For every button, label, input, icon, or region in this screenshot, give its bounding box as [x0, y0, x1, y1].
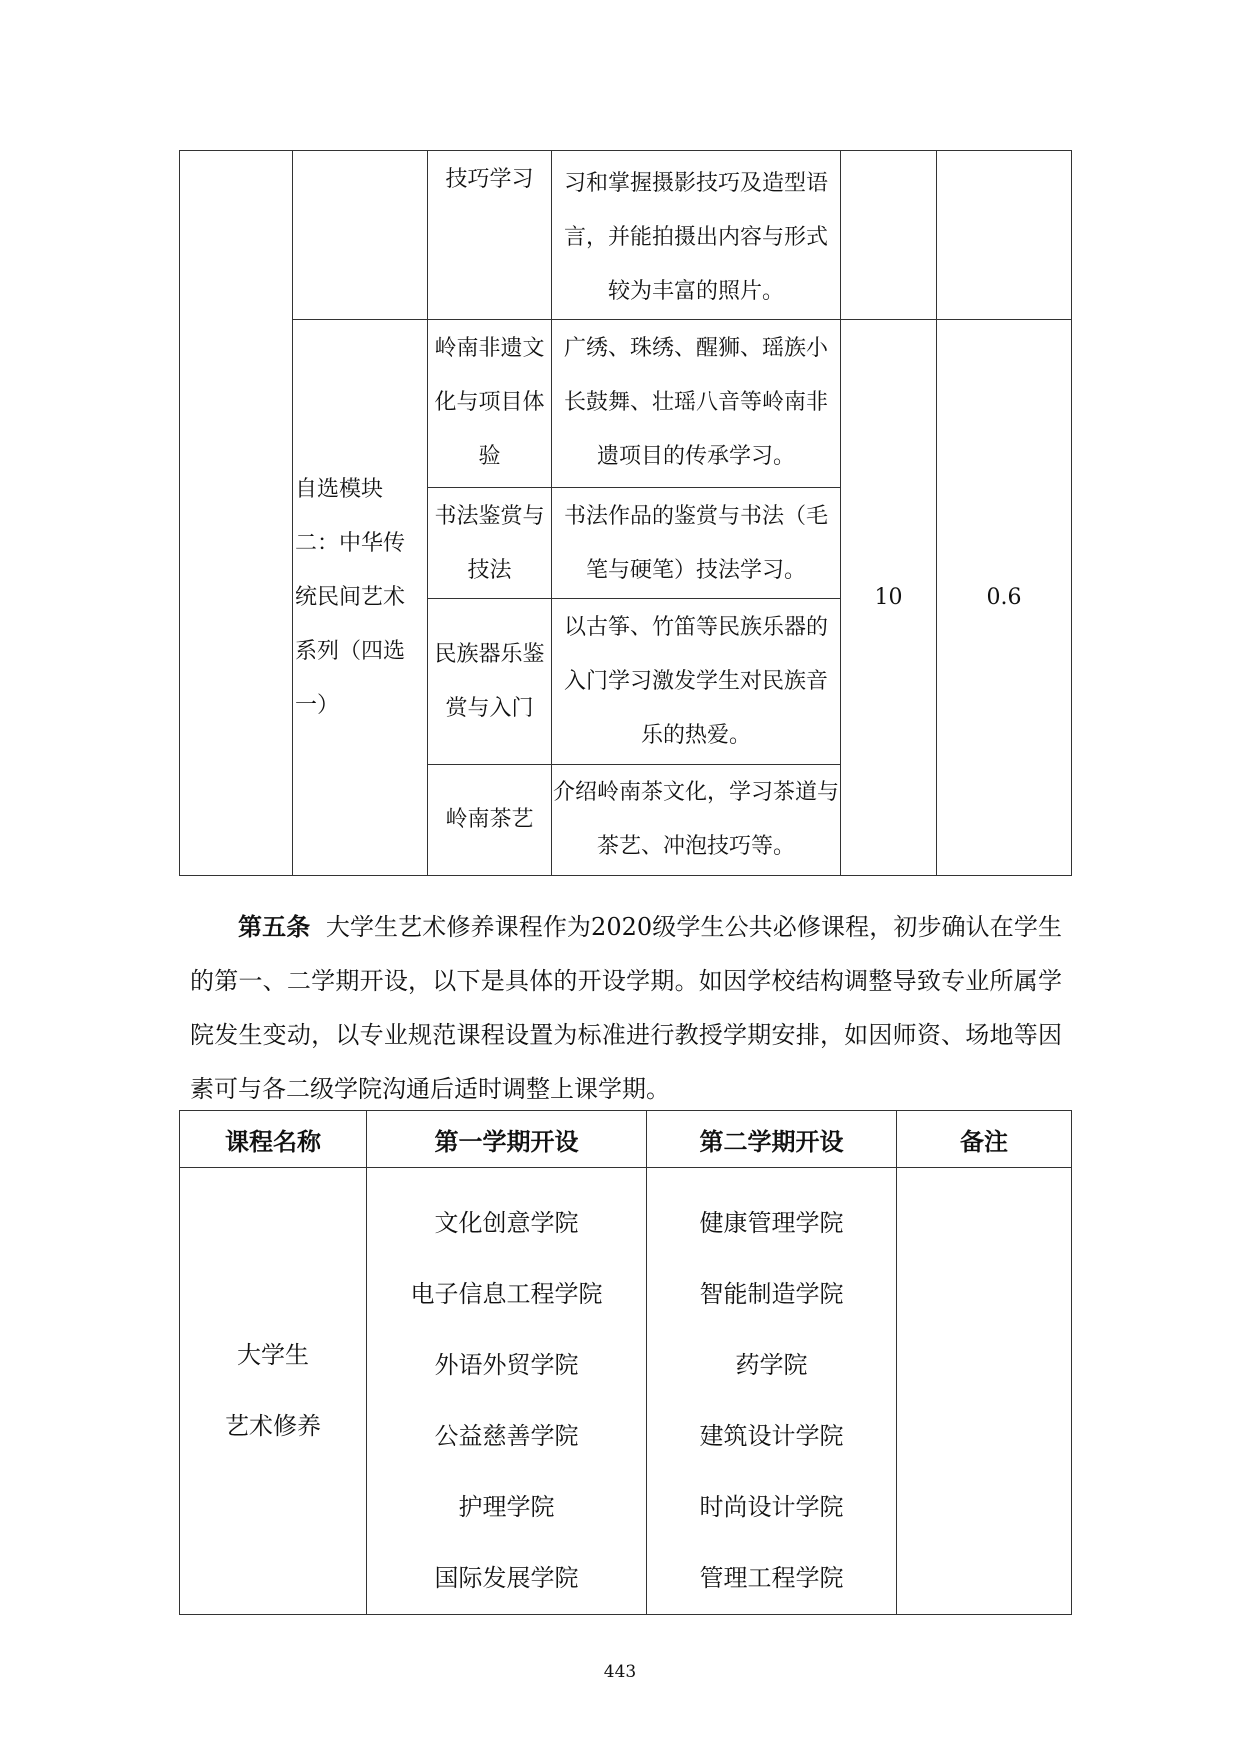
college-item: 时尚设计学院	[699, 1493, 844, 1521]
college-item: 文化创意学院	[434, 1209, 579, 1237]
table-row	[180, 151, 1072, 320]
college-item: 健康管理学院	[699, 1209, 844, 1237]
header-remarks: 备注	[897, 1111, 1072, 1168]
course-name-line: 大学生	[237, 1341, 309, 1369]
module-cell	[293, 151, 428, 320]
hours-value: 10	[841, 320, 937, 876]
first-semester-list	[367, 1168, 647, 1615]
course-description: 以古筝、竹笛等民族乐器的入门学习激发学生对民族音乐的热爱。	[552, 599, 841, 765]
course-name: 书法鉴赏与技法	[428, 488, 552, 599]
college-item: 公益慈善学院	[434, 1422, 579, 1450]
table-row	[180, 1168, 1072, 1615]
module-name: 自选模块二：中华传统民间艺术系列（四选一）	[293, 320, 428, 876]
course-name-line: 艺术修养	[225, 1412, 321, 1440]
hours-cell	[841, 151, 937, 320]
college-item: 智能制造学院	[699, 1280, 844, 1308]
header-first-semester: 第一学期开设	[367, 1111, 647, 1168]
course-description: 广绣、珠绣、醒狮、瑶族小长鼓舞、壮瑶八音等岭南非遗项目的传承学习。	[552, 320, 841, 488]
article-text: 大学生艺术修养课程作为2020级学生公共必修课程，初步确认在学生的第一、二学期开设，以下是具体的开设学期。如因学校结构调整导致专业所属学院发生变动，以专业规范课程设置为标准进行教授学期安排，如因师资、场地等因素可与各二级学院沟通后适时调整上课学期。	[190, 913, 1063, 1103]
college-item: 国际发展学院	[434, 1564, 579, 1592]
course-name: 民族器乐鉴赏与入门	[428, 599, 552, 765]
course-name-cell	[180, 1168, 367, 1615]
header-second-semester: 第二学期开设	[647, 1111, 897, 1168]
semester-table	[179, 1110, 1072, 1615]
credits-value: 0.6	[937, 320, 1072, 876]
header-course: 课程名称	[180, 1111, 367, 1168]
page-number: 443	[603, 1662, 637, 1682]
college-item: 电子信息工程学院	[410, 1280, 603, 1308]
category-cell	[180, 151, 293, 876]
course-description: 习和掌握摄影技巧及造型语言，并能拍摄出内容与形式较为丰富的照片。	[552, 151, 841, 320]
table-row	[180, 320, 1072, 488]
credits-cell	[937, 151, 1072, 320]
course-name: 岭南非遗文化与项目体验	[428, 320, 552, 488]
college-item: 管理工程学院	[699, 1564, 844, 1592]
article-paragraph	[190, 900, 1062, 1116]
article-heading: 第五条	[238, 912, 311, 941]
course-name: 岭南茶艺	[428, 765, 552, 876]
second-semester-list	[647, 1168, 897, 1615]
course-description: 介绍岭南茶文化，学习茶道与茶艺、冲泡技巧等。	[552, 765, 841, 876]
header-row	[180, 1111, 1072, 1168]
remarks-cell	[897, 1168, 1072, 1615]
course-name: 技巧学习	[428, 151, 552, 320]
college-item: 护理学院	[458, 1493, 555, 1521]
course-description: 书法作品的鉴赏与书法（毛笔与硬笔）技法学习。	[552, 488, 841, 599]
college-item: 建筑设计学院	[699, 1422, 844, 1450]
course-module-table	[179, 150, 1072, 876]
college-item: 药学院	[735, 1351, 808, 1379]
college-item: 外语外贸学院	[434, 1351, 579, 1379]
